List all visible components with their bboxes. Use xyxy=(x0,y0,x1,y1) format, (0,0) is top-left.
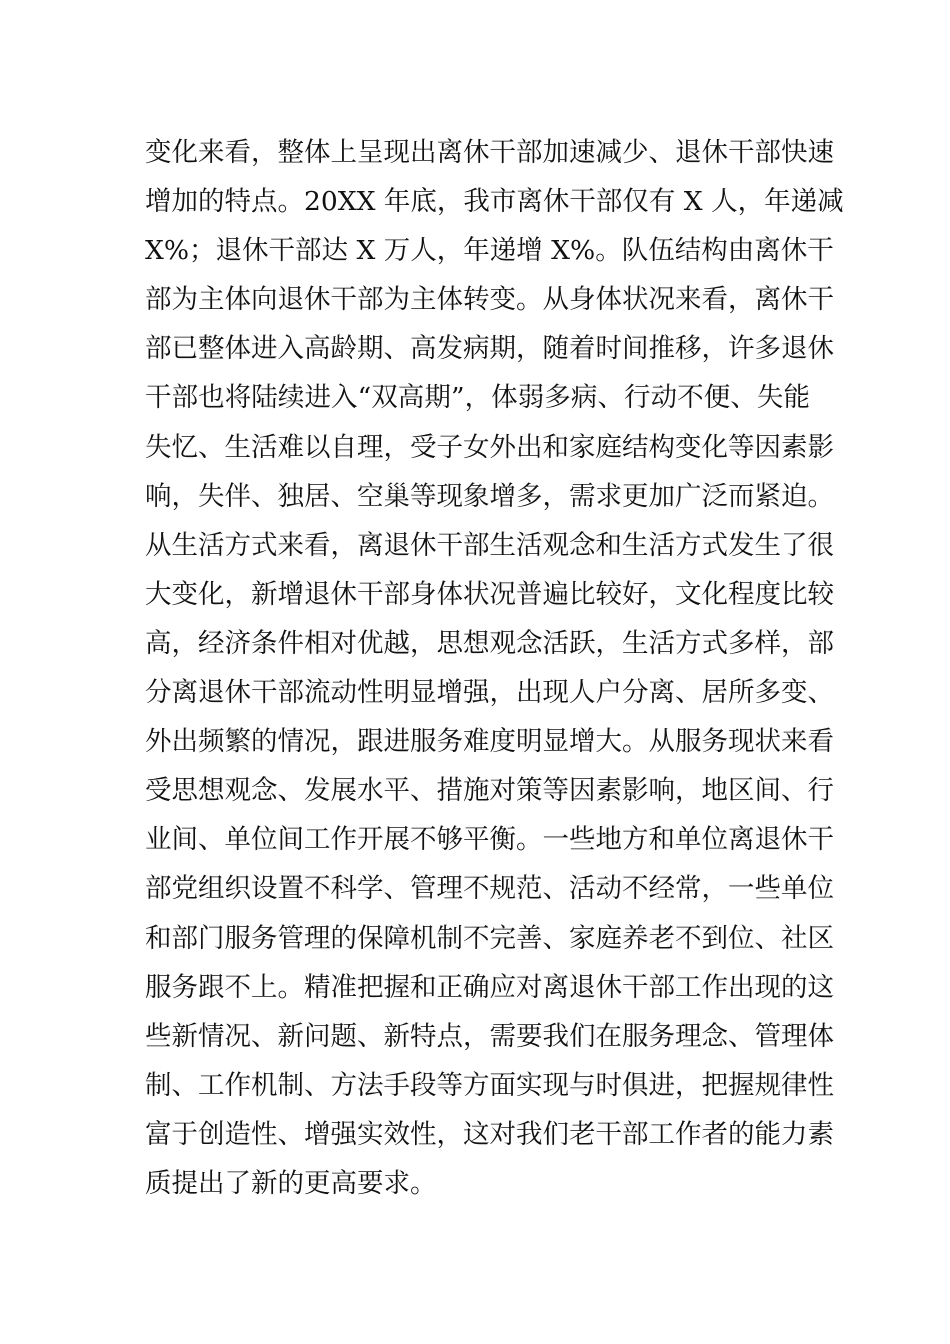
paragraph-line-22: 质提出了新的更高要求。 xyxy=(145,1167,437,1199)
paragraph-line-20: 制、工作机制、方法手段等方面实现与时俱进，把握规律性 xyxy=(145,1069,834,1101)
paragraph-line-16: 部党组织设置不科学、管理不规范、活动不经常，一些单位 xyxy=(145,873,834,905)
paragraph-line-19: 些新情况、新问题、新特点，需要我们在服务理念、管理体 xyxy=(145,1020,834,1052)
paragraph-line-11: 高，经济条件相对优越，思想观念活跃，生活方式多样，部 xyxy=(145,627,834,659)
paragraph-line-2: 增加的特点。20XX 年底，我市离休干部仅有 X 人，年递减 xyxy=(145,186,844,218)
body-paragraph xyxy=(145,128,844,1208)
paragraph-line-7: 失忆、生活难以自理，受子女外出和家庭结构变化等因素影 xyxy=(145,431,834,463)
paragraph-line-13: 外出频繁的情况，跟进服务难度明显增大。从服务现状来看 xyxy=(145,726,834,758)
paragraph-line-8: 响，失伴、独居、空巢等现象增多，需求更加广泛而紧迫。 xyxy=(145,480,834,512)
paragraph-line-3: X%；退休干部达 X 万人，年递增 X%。队伍结构由离休干 xyxy=(145,235,834,267)
paragraph-line-15: 业间、单位间工作开展不够平衡。一些地方和单位离退休干 xyxy=(145,824,834,856)
paragraph-line-17: 和部门服务管理的保障机制不完善、家庭养老不到位、社区 xyxy=(145,922,834,954)
paragraph-line-21: 富于创造性、增强实效性，这对我们老干部工作者的能力素 xyxy=(145,1118,834,1150)
paragraph-line-10: 大变化，新增退休干部身体状况普遍比较好，文化程度比较 xyxy=(145,578,834,610)
paragraph-line-12: 分离退休干部流动性明显增强，出现人户分离、居所多变、 xyxy=(145,677,834,709)
paragraph-line-1: 变化来看，整体上呈现出离休干部加速减少、退休干部快速 xyxy=(145,137,834,168)
paragraph-line-5: 部已整体进入高龄期、高发病期，随着时间推移，许多退休 xyxy=(145,333,834,365)
paragraph-line-9: 从生活方式来看，离退休干部生活观念和生活方式发生了很 xyxy=(145,529,834,561)
paragraph-line-4: 部为主体向退休干部为主体转变。从身体状况来看，离休干 xyxy=(145,284,834,316)
paragraph-line-6: 干部也将陆续进入“双高期”，体弱多病、行动不便、失能 xyxy=(145,382,810,414)
paragraph-line-18: 服务跟不上。精准把握和正确应对离退休干部工作出现的这 xyxy=(145,971,834,1003)
paragraph-line-14: 受思想观念、发展水平、措施对策等因素影响，地区间、行 xyxy=(145,775,834,807)
